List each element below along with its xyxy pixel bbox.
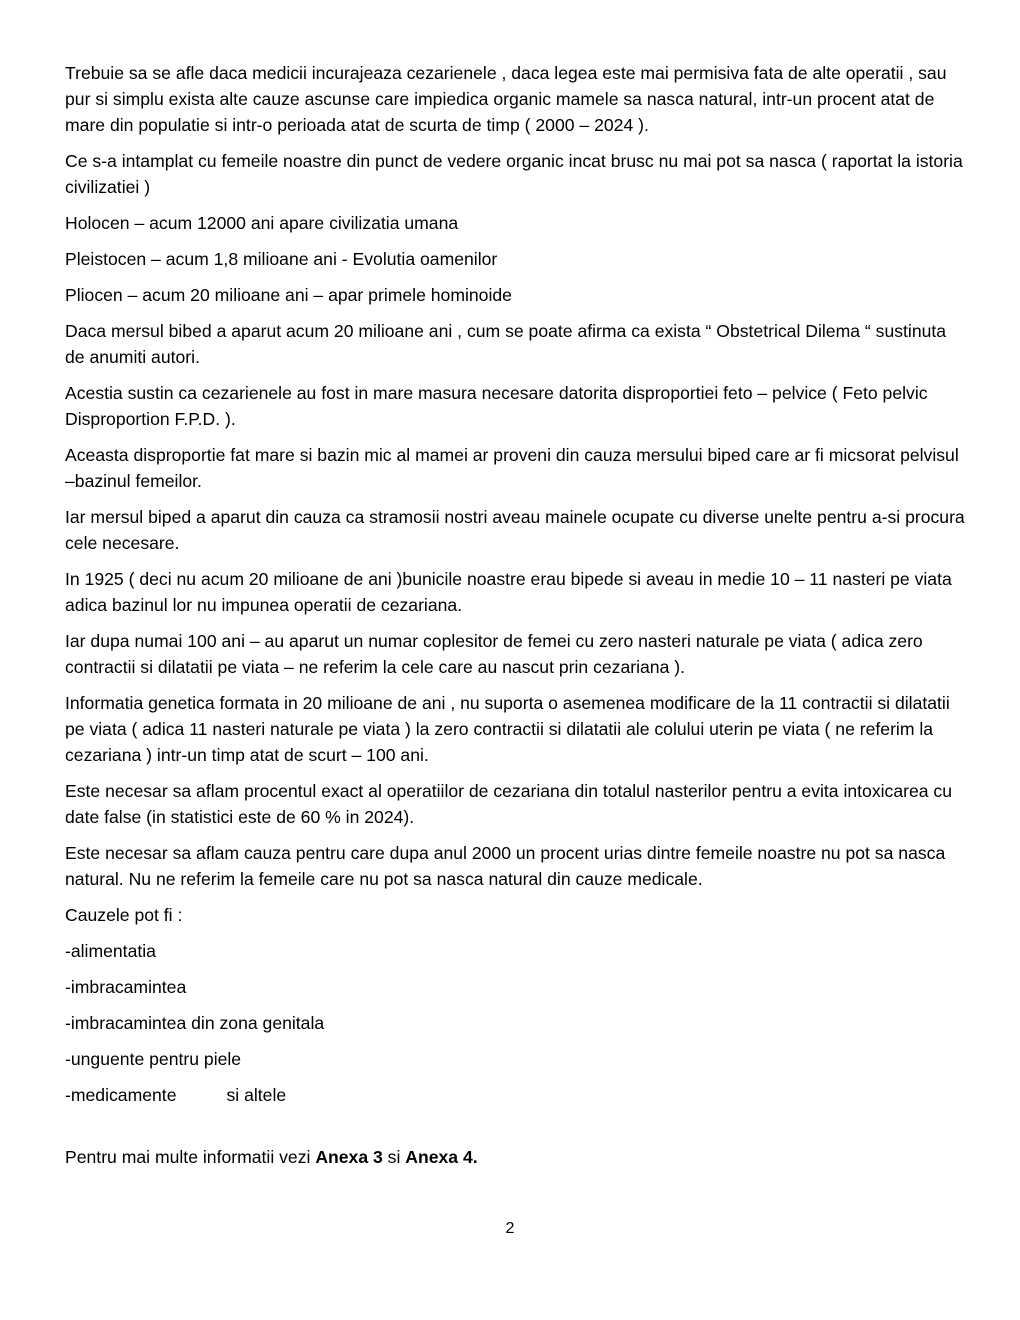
annex-reference-prefix: Pentru mai multe informatii vezi	[65, 1147, 316, 1167]
paragraph-obstetrical-dilema: Daca mersul bibed a aparut acum 20 milioane ani , cum se poate afirma ca exista “ Obstetrical Dilema “ sustinuta de anumiti autori.	[65, 321, 947, 367]
cause-item-alimentatia: -alimentatia	[65, 941, 156, 961]
document-body	[65, 60, 965, 1180]
paragraph-holocen: Holocen – acum 12000 ani apare civilizatia umana	[65, 213, 459, 233]
cause-item-unguente: -unguente pentru piele	[65, 1049, 242, 1069]
paragraph-percentage: Este necesar sa aflam procentul exact al operatiilor de cezariana din totalul nasterilor pentru a evita intoxicarea cu date false (in statistici este de 60 % in 2024).	[65, 781, 953, 827]
annex-reference	[65, 1144, 965, 1170]
paragraph-pliocen: Pliocen – acum 20 milioane ani – apar primele hominoide	[65, 285, 512, 305]
cause-item-medicamente	[65, 1082, 965, 1108]
paragraph-100-years: Iar dupa numai 100 ani – au aparut un numar coplesitor de femei cu zero nasteri naturale pe viata ( adica zero contractii si dilatatii pe viata – ne referim la cele care au nascut prin cezariana ).	[65, 631, 923, 677]
annex-4-label: Anexa 4.	[405, 1147, 478, 1167]
annex-3-label: Anexa 3	[315, 1147, 383, 1167]
cause-item-imbracamintea: -imbracamintea	[65, 977, 187, 997]
paragraph-cause-2000: Este necesar sa aflam cauza pentru care dupa anul 2000 un procent urias dintre femeile noastre nu pot sa nasca natural. Nu ne referim la femeile care nu pot sa nasca natural din cauze medicale.	[65, 843, 946, 889]
paragraph-question: Ce s-a intamplat cu femeile noastre din punct de vedere organic incat brusc nu mai pot sa nasca ( raportat la istoria civilizatiei )	[65, 151, 963, 197]
paragraph-1925: In 1925 ( deci nu acum 20 milioane de ani )bunicile noastre erau bipede si aveau in medie 10 – 11 nasteri pe viata adica bazinul lor nu impunea operatii de cezariana.	[65, 569, 952, 615]
paragraph-intro: Trebuie sa se afle daca medicii incurajeaza cezarienele , daca legea este mai permisiva fata de alte operatii , sau pur si simplu exista alte cauze ascunse care impiedica organic mamele sa nasca natural, intr-un procent atat de mare din populatie si intr-o perioada atat de scurta de timp ( 2000 – 2024 ).	[65, 63, 947, 135]
paragraph-biped: Iar mersul biped a aparut din cauza ca stramosii nostri aveau mainele ocupate cu diverse unelte pentru a-si procura cele necesare.	[65, 507, 965, 553]
causes-heading: Cauzele pot fi :	[65, 905, 183, 925]
paragraph-genetic-info: Informatia genetica formata in 20 milioane de ani , nu suporta o asemenea modificare de la 11 contractii si dilatatii pe viata ( adica 11 nasteri naturale pe viata ) la zero contractii si dilatatii ale colului uterin pe viata ( ne referim la cezariana ) intr-un timp atat de scurt – 100 ani.	[65, 693, 950, 765]
cause-medicamente-label: -medicamente	[65, 1085, 177, 1105]
page-number: 2	[505, 1220, 515, 1237]
cause-item-imbracamintea-genitala: -imbracamintea din zona genitala	[65, 1013, 325, 1033]
paragraph-disproportion: Aceasta disproportie fat mare si bazin mic al mamei ar proveni din cauza mersului biped care ar fi micsorat pelvisul –bazinul femeilor.	[65, 445, 959, 491]
paragraph-fpd: Acestia sustin ca cezarienele au fost in mare masura necesare datorita disproportiei feto – pelvice ( Feto pelvic Disproportion F.P.D. ).	[65, 383, 928, 429]
annex-reference-middle: si	[382, 1147, 406, 1167]
cause-others-label: si altele	[226, 1085, 287, 1105]
paragraph-pleistocen: Pleistocen – acum 1,8 milioane ani - Evolutia oamenilor	[65, 249, 498, 269]
